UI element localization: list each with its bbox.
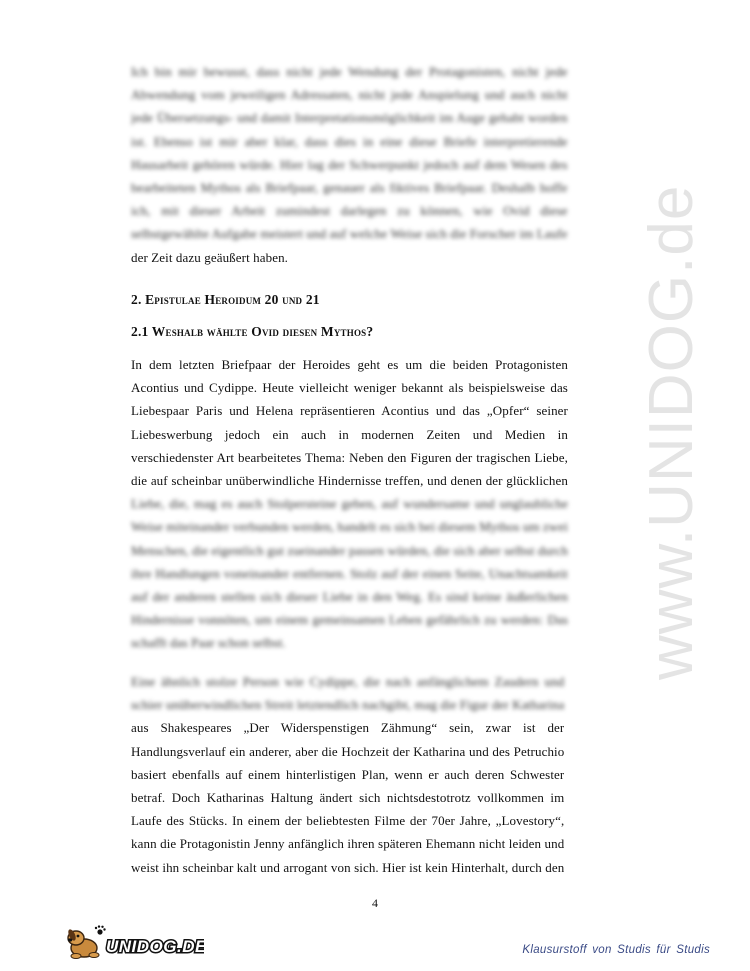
text-line: In dem letzten Briefpaar der Heroides geht es um die beiden Protagonisten (131, 357, 568, 372)
text-line: weist ihn scheinbar kalt und arrogant von sich. Hier ist kein Hinterhalt, durch den (131, 859, 565, 875)
text-line: Hindernisse vonnöten, um einem gemeinsamen Leben gefährlich zu werden: Das (131, 612, 568, 628)
paragraph-comparison (131, 670, 564, 879)
unidog-logo[interactable] (64, 924, 204, 960)
text-line: Laufe des Stücks. In einem der beliebtesten Filme der 70er Jahre, „Lovestory“, (131, 813, 565, 829)
logo-text: UNIDOG.DE (106, 937, 204, 956)
text-line: Weise miteinander verbunden werden, handelt es sich bei diesem Mythos um zwei (131, 519, 568, 535)
text-line: schier unüberwindlichen Streit letztendlich nachgibt, mag die Figur der Katharina (131, 697, 565, 713)
text-line: auf der anderen stellen sich dieser Liebe in den Weg. Es sind keine äußerlichen (131, 589, 568, 605)
paragraph-myth (131, 353, 568, 655)
text-line: der Zeit dazu geäußert haben. (131, 249, 289, 265)
text-line: ist. Ebenso ist mir aber klar, dass dies in eine diese Briefe interpretierende (131, 133, 568, 149)
dog-logo-icon (64, 924, 204, 960)
watermark (612, 180, 722, 700)
text-line: ihre Handlungen voneinander entfernen. Stolz auf der einen Seite, Unachtsamkeit (131, 565, 568, 581)
text-line: ich, mit dieser Arbeit zumindest darlegen zu können, wie Ovid diese (131, 203, 568, 219)
text-line: kann die Protagonistin Jenny anfänglich ihren späteren Ehemann nicht leiden und (131, 836, 565, 852)
text-line: betraf. Doch Katharinas Haltung ändert sich nichtsdestotrotz vollkommen im (131, 790, 565, 806)
text-line: Liebeswerbung jedoch ein auch in modernen Zeiten und Medien in (131, 426, 568, 442)
text-line: Acontius und Cydippe. Heute vielleicht weniger bekannt als beispielsweise das (131, 380, 568, 396)
subsection-heading: 2.1 Weshalb wählte Ovid diesen Mythos? (131, 324, 374, 339)
text-line: schafft das Paar schon selbst. (131, 635, 286, 651)
text-line: Hausarbeit gehören würde. Hier lag der Schwerpunkt jedoch auf dem Wesen des (131, 156, 568, 172)
page-number: 4 (372, 896, 378, 910)
watermark-text: www.UNIDOG.de (637, 184, 706, 680)
text-line: Menschen, die eigentlich gut zueinander passen würden, die sich aber selbst durch (131, 542, 568, 558)
text-line: Ich bin mir bewusst, dass nicht jede Wendung der Protagonisten, nicht jede (131, 64, 568, 79)
text-line: Handlungsverlauf ein anderer, aber die Hochzeit der Katharina und des Petruchio (131, 743, 565, 759)
text-line: Liebe, die, mag es auch Stolpersteine geben, auf wundersame und unglaubliche (131, 496, 568, 512)
text-line: die auf scheinbar unüberwindliche Hindernisse treffen, und denen der glücklichen (131, 473, 568, 489)
text-line: Eine ähnlich stolze Person wie Cydippe, die nach anfänglichem Zaudern und (131, 674, 565, 689)
text-line: aus Shakespeares „Der Widerspenstigen Zähmung“ sein, zwar ist der (131, 720, 565, 736)
text-line: jede Übersetzungs- und damit Interpretationsmöglichkeit im Auge gehabt worden (131, 110, 568, 126)
watermark-graphic (612, 180, 722, 700)
text-line: bearbeiteten Mythos als Briefpaar, genauer als fiktives Briefpaar. Deshalb hoffe (131, 180, 568, 196)
text-line: basiert ebenfalls auf einem hinterlistigen Plan, wenn er auch deren Schwester (131, 766, 565, 782)
text-line: Liebespaar Paris und Helena repräsentieren Acontius und das „Opfer“ seiner (131, 403, 568, 419)
text-line: verschiedenster Art bearbeitetes Thema: Neben den Figuren der tragischen Liebe, (131, 449, 568, 465)
text-line: Abwendung vom jeweiligen Adressaten, nicht jede Anspielung und auch nicht (131, 87, 568, 103)
section-heading: 2. Epistulae Heroidum 20 und 21 (131, 292, 320, 307)
footer-tagline: Klausurstoff von Studis für Studis (522, 944, 710, 956)
paragraph-intro (131, 60, 568, 269)
text-line: selbstgewählte Aufgabe meistert und auf welche Weise sich die Forscher im Laufe (131, 226, 568, 242)
